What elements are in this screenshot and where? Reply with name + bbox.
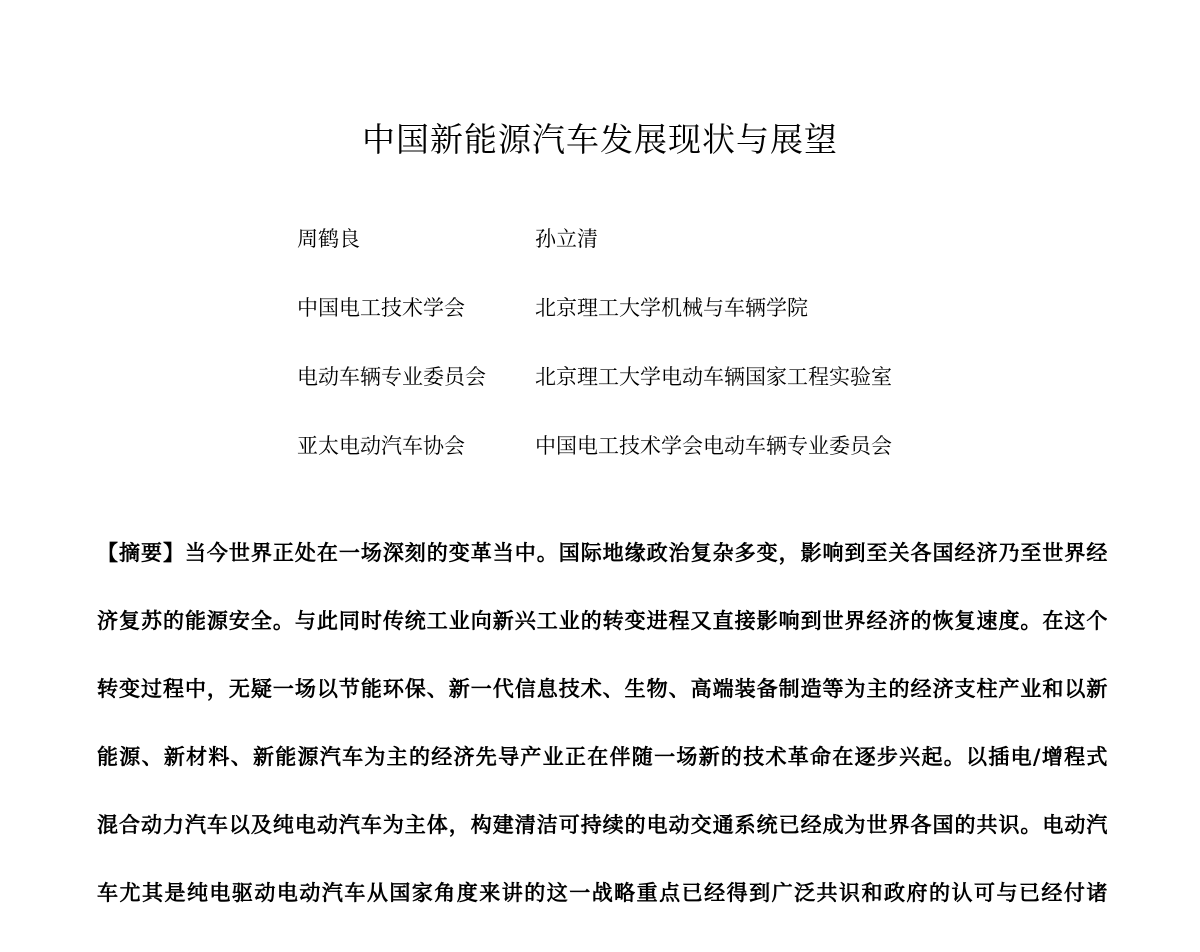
author-2-affiliation-2: 北京理工大学电动车辆国家工程实验室 [535, 365, 892, 389]
abstract-line: 【摘要】当今世界正处在一场深刻的变革当中。国际地缘政治复杂多变，影响到至关各国经济乃至世界经 [97, 541, 1107, 565]
author-1-affiliation-3: 亚太电动汽车协会 [297, 434, 465, 458]
author-name-2: 孙立清 [535, 227, 598, 251]
abstract-line: 能源、新材料、新能源汽车为主的经济先导产业正在伴随一场新的技术革命在逐步兴起。以插电/增程式 [97, 745, 1107, 769]
author-2-affiliation-1: 北京理工大学机械与车辆学院 [535, 296, 808, 320]
author-1-affiliation-1: 中国电工技术学会 [297, 296, 465, 320]
paper-title: 中国新能源汽车发展现状与展望 [362, 120, 838, 159]
author-name-row [297, 222, 1017, 256]
affiliation-row [297, 429, 1017, 463]
abstract-line: 转变过程中，无疑一场以节能环保、新一代信息技术、生物、高端装备制造等为主的经济支柱产业和以新 [97, 677, 1107, 701]
affiliation-row [297, 360, 1017, 394]
author-2-affiliation-3: 中国电工技术学会电动车辆专业委员会 [535, 434, 892, 458]
abstract-line: 混合动力汽车以及纯电动汽车为主体，构建清洁可持续的电动交通系统已经成为世界各国的共识。电动汽 [97, 813, 1107, 837]
affiliation-row [297, 291, 1017, 325]
abstract-line: 车尤其是纯电驱动电动汽车从国家角度来讲的这一战略重点已经得到广泛共识和政府的认可与已经付诸 [97, 881, 1107, 905]
author-1-affiliation-2: 电动车辆专业委员会 [297, 365, 486, 389]
author-block [297, 222, 1017, 498]
abstract-line: 济复苏的能源安全。与此同时传统工业向新兴工业的转变进程又直接影响到世界经济的恢复速度。在这个 [97, 609, 1107, 633]
abstract [97, 530, 1107, 938]
author-name-1: 周鹤良 [297, 227, 360, 251]
